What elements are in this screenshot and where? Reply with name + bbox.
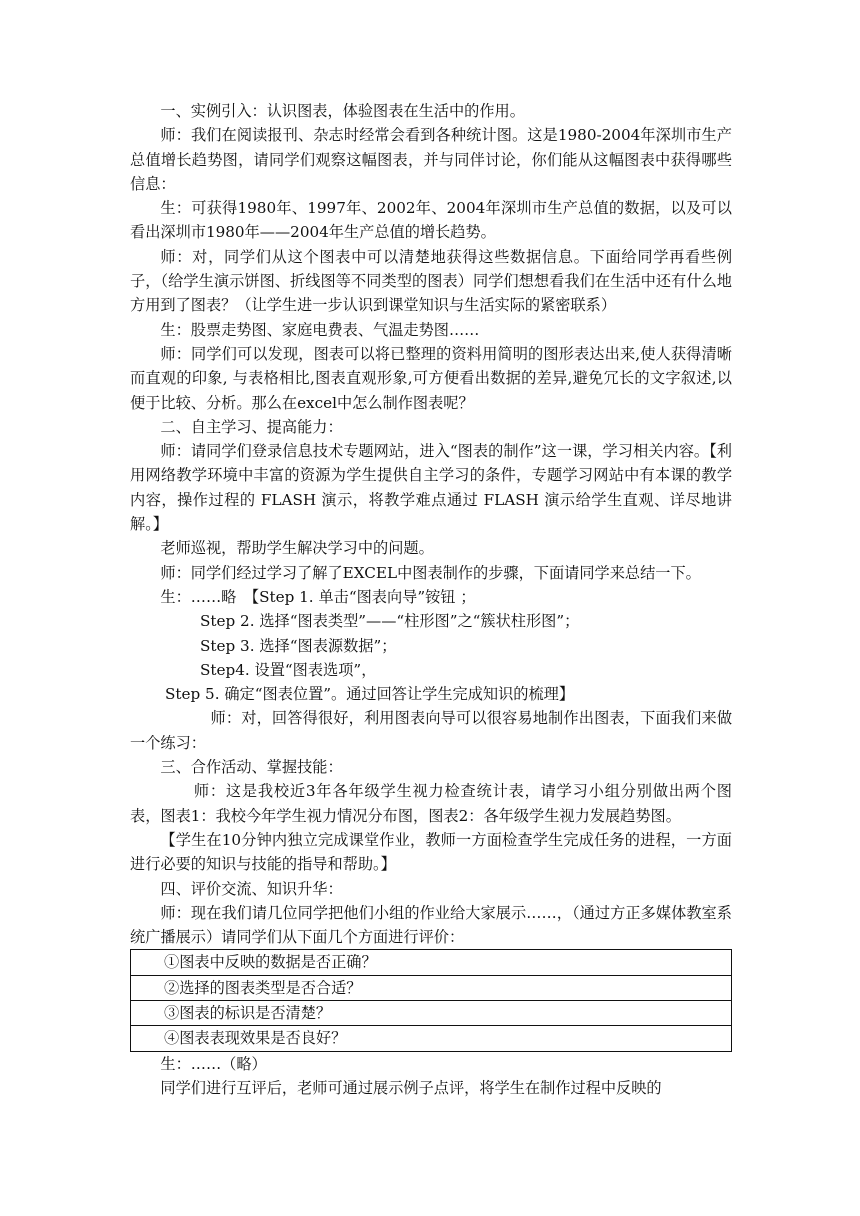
section4-peer-review: 同学们进行互评后，老师可通过展示例子点评，将学生在制作过程中反映的 — [160, 1078, 662, 1097]
section1-teacher-intro: 师：我们在阅读报刊、杂志时经常会看到各种统计图。这是1980-2004年深圳市生产总值增长趋势图，请同学们观察这幅图表，并与同伴讨论，你们能从这幅图表中获得哪些信息： — [130, 126, 732, 193]
section2-teacher-instruction: 师：请同学们登录信息技术专题网站，进入“图表的制作”这一课，学习相关内容。【利用网络教学环境中丰富的资源为学生提供自主学习的条件，专题学习网站中有本课的教学内容，操作过程的 FLASH 演示，将教学难点通过 FLASH 演示给学生直观、详尽地讲解。】 — [130, 442, 732, 534]
section4-teacher-instruction: 师：现在我们请几位同学把他们小组的作业给大家展示……，（通过方正多媒体教室系统广播展示）请同学们从下面几个方面进行评价： — [130, 903, 732, 947]
table-row — [131, 1000, 732, 1025]
step-1: 生：……略 【Step 1. 单击“图表向导”铵钮 ； — [160, 587, 476, 606]
step-5: Step 5. 确定“图表位置”。通过回答让学生完成知识的梳理】 — [165, 685, 575, 704]
table-row — [131, 975, 732, 1000]
section1-student-examples: 生：股票走势图、家庭电费表、气温走势图…… — [160, 320, 480, 339]
criterion-cell: ①图表中反映的数据是否正确？ — [131, 950, 732, 975]
section1-teacher-summary: 师：同学们可以发现，图表可以将已整理的资料用简明的图形表达出来,使人获得清晰而直观的印象, 与表格相比,图表直观形象,可方便看出数据的差异,避免冗长的文字叙述,以便于比较、分析。那么在excel中怎么制作图表呢？ — [130, 344, 732, 412]
section4-heading: 四、评价交流、知识升华： — [160, 879, 343, 898]
section2-teacher-question: 师：同学们经过学习了解了EXCEL中图表制作的步骤，下面请同学来总结一下。 — [160, 563, 701, 582]
step-4: Step4. 设置“图表选项”， — [200, 660, 377, 679]
criterion-cell: ④图表表现效果是否良好？ — [131, 1026, 732, 1051]
section1-teacher-examples: 师：对，同学们从这个图表中可以清楚地获得这些数据信息。下面给同学再看些例子，（给学生演示饼图、折线图等不同类型的图表）同学们想想看我们在生活中还有什么地方用到了图表？（让学生进一步认识到课堂知识与生活实际的紧密联系） — [130, 247, 732, 315]
step-3: Step 3. 选择“图表源数据”； — [200, 636, 397, 655]
section2-heading: 二、自主学习、提高能力： — [160, 417, 343, 436]
section2-teacher-feedback: 师：对，回答得很好，利用图表向导可以很容易地制作出图表，下面我们来做一个练习： — [130, 709, 732, 752]
section3-note: 【学生在10分钟内独立完成课堂作业，教师一方面检查学生完成任务的进程，一方面进行必要的知识与技能的指导和帮助。】 — [130, 830, 732, 874]
section4-student-answer: 生：……（略） — [160, 1054, 267, 1073]
section1-heading: 一、实例引入：认识图表，体验图表在生活中的作用。 — [160, 102, 525, 120]
criterion-cell: ③图表的标识是否清楚？ — [131, 1000, 732, 1025]
section3-heading: 三、合作活动、掌握技能： — [160, 758, 343, 777]
section3-task: 师：这是我校近3年各年级学生视力检查统计表，请学习小组分别做出两个图表，图表1：我校今年学生视力情况分布图，图表2：各年级学生视力发展趋势图。 — [130, 782, 732, 825]
document-body — [130, 99, 732, 1100]
table-row — [131, 1026, 732, 1051]
step-2: Step 2. 选择“图表类型”——“柱形图”之“簇状柱形图”； — [200, 612, 580, 631]
evaluation-criteria-table — [130, 949, 732, 1051]
section2-teacher-patrol: 老师巡视，帮助学生解决学习中的问题。 — [160, 539, 434, 558]
criterion-cell: ②选择的图表类型是否合适？ — [131, 975, 732, 1000]
section1-student-answer: 生：可获得1980年、1997年、2002年、2004年深圳市生产总值的数据，以及可以看出深圳市1980年——2004年生产总值的增长趋势。 — [130, 199, 732, 242]
table-row — [131, 950, 732, 975]
